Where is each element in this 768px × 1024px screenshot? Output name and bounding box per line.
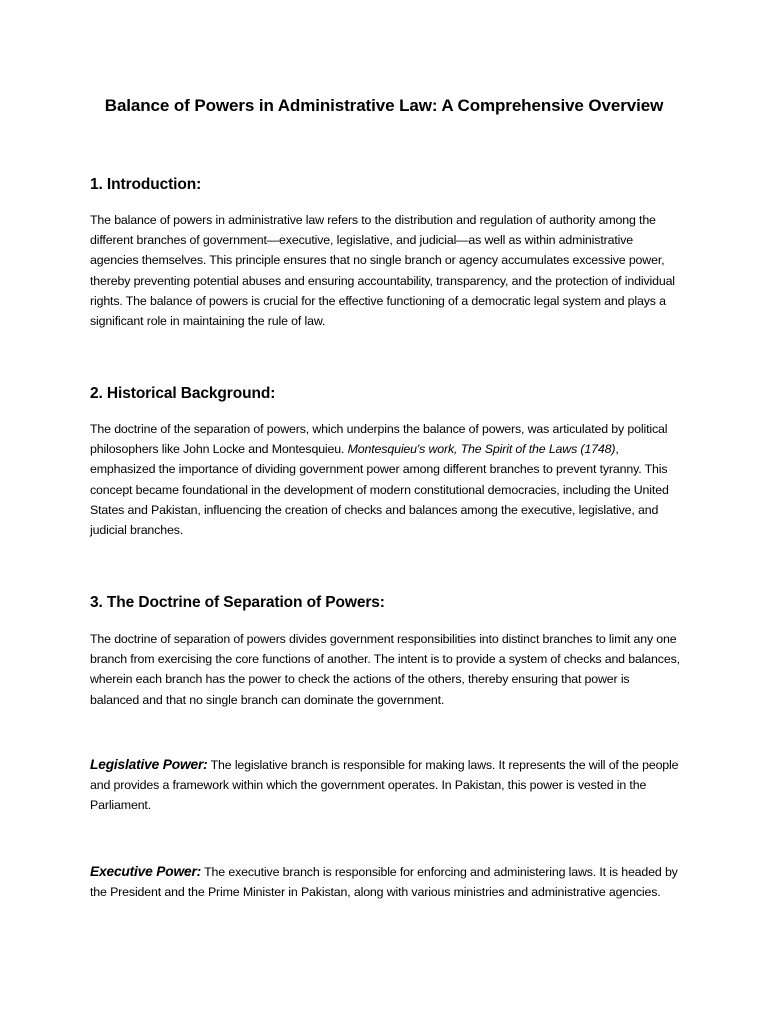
section-heading-historical-background: 2. Historical Background: [90, 385, 276, 402]
legislative-power-term: Legislative Power: [90, 757, 208, 772]
separation-of-powers-paragraph: The doctrine of separation of powers divides government responsibilities into distinct branches to limit any one branch from exercising the core functions of another. The intent is to provide a system of checks and balances, wherein each branch has the power to check the actions of the others, thereby ensuring that power is balanced and that no single branch can dominate the government. [90, 632, 680, 707]
section-heading-introduction: 1. Introduction: [90, 176, 202, 193]
document-title: Balance of Powers in Administrative Law: A Comprehensive Overview [104, 96, 664, 115]
historical-text-part2: , emphasized the importance of dividing government power among different branches to prevent tyranny. This concept became foundational in the development of modern constitutional democracies, including the United States and Pakistan, influencing the creation of checks and balances among the executive, legislative, and judicial branches. [90, 442, 669, 538]
historical-text-part1: The doctrine of the separation of powers, which underpins the balance of powers, was articulated by political philosophers like John Locke and Montesquieu. [90, 422, 668, 457]
historical-background-paragraph [90, 419, 680, 540]
executive-power-paragraph [90, 862, 680, 902]
legislative-power-text: The legislative branch is responsible for making laws. It represents the will of the people and provides a framework within which the government operates. In Pakistan, this power is vested in the Parliament. [90, 758, 679, 813]
executive-power-term: Executive Power: [90, 864, 202, 879]
introduction-paragraph: The balance of powers in administrative law refers to the distribution and regulation of authority among the different branches of government—executive, legislative, and judicial—as well as within administrative agencies themselves. This principle ensures that no single branch or agency accumulates excessive power, thereby preventing potential abuses and ensuring accountability, transparency, and the protection of individual rights. The balance of powers is crucial for the effective functioning of a democratic legal system and plays a significant role in maintaining the rule of law. [90, 213, 675, 329]
legislative-power-paragraph [90, 755, 680, 816]
historical-italic-citation: Montesquieu's work, The Spirit of the Laws (1748) [347, 442, 616, 457]
section-heading-separation-of-powers: 3. The Doctrine of Separation of Powers: [90, 594, 385, 611]
executive-power-text: The executive branch is responsible for enforcing and administering laws. It is headed by the President and the Prime Minister in Pakistan, along with various ministries and administrative agencies. [90, 865, 678, 900]
